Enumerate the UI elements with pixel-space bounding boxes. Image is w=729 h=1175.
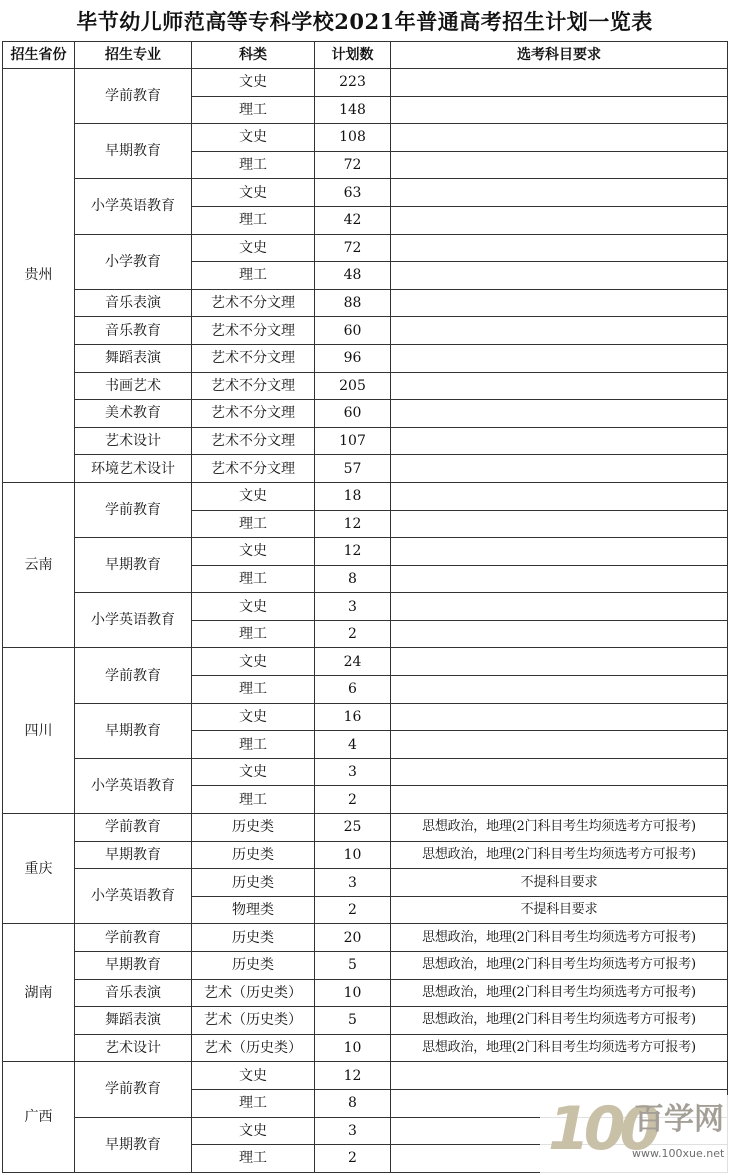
major-cell: 环境艺术设计 (75, 455, 192, 483)
category-cell: 艺术（历史类） (192, 1034, 315, 1062)
table-row (3, 979, 728, 1007)
category-cell: 理工 (192, 262, 315, 290)
count-cell: 5 (315, 952, 391, 980)
table-row (3, 482, 728, 510)
count-cell: 5 (315, 1007, 391, 1035)
category-cell: 艺术不分文理 (192, 344, 315, 372)
table-row (3, 758, 728, 786)
requirement-cell (391, 289, 728, 317)
count-cell: 108 (315, 124, 391, 152)
category-cell: 文史 (192, 234, 315, 262)
count-cell: 18 (315, 482, 391, 510)
category-cell: 文史 (192, 124, 315, 152)
count-cell: 12 (315, 510, 391, 538)
count-cell: 4 (315, 731, 391, 759)
table-row (3, 648, 728, 676)
category-cell: 艺术（历史类） (192, 979, 315, 1007)
watermark-logo: 100 (548, 1094, 656, 1164)
province-cell: 云南 (3, 482, 75, 648)
requirement-cell (391, 344, 728, 372)
header-category: 科类 (192, 42, 315, 69)
category-cell: 艺术（历史类） (192, 1007, 315, 1035)
category-cell: 历史类 (192, 841, 315, 869)
requirement-cell (391, 482, 728, 510)
table-row (3, 400, 728, 428)
major-cell: 早期教育 (75, 952, 192, 980)
watermark (540, 1095, 729, 1175)
category-cell: 文史 (192, 648, 315, 676)
category-cell: 理工 (192, 620, 315, 648)
major-cell: 早期教育 (75, 124, 192, 179)
count-cell: 72 (315, 151, 391, 179)
header-province: 招生省份 (3, 42, 75, 69)
category-cell: 艺术不分文理 (192, 455, 315, 483)
table-row (3, 538, 728, 566)
category-cell: 理工 (192, 565, 315, 593)
major-cell: 学前教育 (75, 924, 192, 952)
requirement-cell: 思想政治，地理(2门科目考生均须选考方可报考) (391, 924, 728, 952)
requirement-cell (391, 758, 728, 786)
watermark-url: www.100xue.net (632, 1147, 725, 1160)
major-cell: 早期教育 (75, 1117, 192, 1172)
category-cell: 理工 (192, 676, 315, 704)
category-cell: 文史 (192, 758, 315, 786)
table-row (3, 69, 728, 97)
requirement-cell (391, 676, 728, 704)
requirement-cell (391, 69, 728, 97)
category-cell: 文史 (192, 593, 315, 621)
major-cell: 美术教育 (75, 400, 192, 428)
major-cell: 小学英语教育 (75, 869, 192, 924)
count-cell: 60 (315, 317, 391, 345)
count-cell: 2 (315, 896, 391, 924)
count-cell: 12 (315, 538, 391, 566)
category-cell: 文史 (192, 1117, 315, 1145)
count-cell: 63 (315, 179, 391, 207)
table-row (3, 952, 728, 980)
major-cell: 早期教育 (75, 538, 192, 593)
requirement-cell (391, 538, 728, 566)
table-header-row (3, 42, 728, 69)
requirement-cell (391, 179, 728, 207)
count-cell: 10 (315, 979, 391, 1007)
category-cell: 文史 (192, 703, 315, 731)
category-cell: 历史类 (192, 952, 315, 980)
count-cell: 57 (315, 455, 391, 483)
count-cell: 3 (315, 1117, 391, 1145)
requirement-cell (391, 731, 728, 759)
requirement-cell (391, 455, 728, 483)
table-row (3, 455, 728, 483)
table-row (3, 924, 728, 952)
province-cell: 湖南 (3, 924, 75, 1062)
category-cell: 历史类 (192, 814, 315, 842)
major-cell: 小学英语教育 (75, 758, 192, 813)
major-cell: 舞蹈表演 (75, 1007, 192, 1035)
major-cell: 学前教育 (75, 69, 192, 124)
category-cell: 文史 (192, 482, 315, 510)
requirement-cell: 思想政治，地理(2门科目考生均须选考方可报考) (391, 1034, 728, 1062)
category-cell: 历史类 (192, 924, 315, 952)
requirement-cell (391, 1062, 728, 1090)
major-cell: 学前教育 (75, 814, 192, 842)
category-cell: 文史 (192, 538, 315, 566)
category-cell: 艺术不分文理 (192, 427, 315, 455)
major-cell: 小学教育 (75, 234, 192, 289)
table-row (3, 344, 728, 372)
table-row (3, 869, 728, 897)
table-row (3, 593, 728, 621)
count-cell: 205 (315, 372, 391, 400)
requirement-cell: 思想政治，地理(2门科目考生均须选考方可报考) (391, 1007, 728, 1035)
count-cell: 10 (315, 841, 391, 869)
requirement-cell (391, 510, 728, 538)
header-plan-count: 计划数 (315, 42, 391, 69)
requirement-cell (391, 206, 728, 234)
major-cell: 舞蹈表演 (75, 344, 192, 372)
major-cell: 早期教育 (75, 841, 192, 869)
requirement-cell: 思想政治，地理(2门科目考生均须选考方可报考) (391, 952, 728, 980)
requirement-cell (391, 372, 728, 400)
count-cell: 48 (315, 262, 391, 290)
category-cell: 理工 (192, 510, 315, 538)
requirement-cell (391, 151, 728, 179)
requirement-cell (391, 262, 728, 290)
header-major: 招生专业 (75, 42, 192, 69)
count-cell: 42 (315, 206, 391, 234)
requirement-cell (391, 703, 728, 731)
table-row (3, 427, 728, 455)
category-cell: 文史 (192, 179, 315, 207)
table-row (3, 1034, 728, 1062)
count-cell: 107 (315, 427, 391, 455)
table-row (3, 179, 728, 207)
page-title: 毕节幼儿师范高等专科学校2021年普通高考招生计划一览表 (76, 9, 653, 34)
count-cell: 24 (315, 648, 391, 676)
table-row (3, 814, 728, 842)
category-cell: 历史类 (192, 869, 315, 897)
count-cell: 60 (315, 400, 391, 428)
major-cell: 学前教育 (75, 482, 192, 537)
province-cell: 贵州 (3, 69, 75, 483)
count-cell: 12 (315, 1062, 391, 1090)
category-cell: 艺术不分文理 (192, 317, 315, 345)
major-cell: 学前教育 (75, 1062, 192, 1117)
count-cell: 6 (315, 676, 391, 704)
count-cell: 25 (315, 814, 391, 842)
requirement-cell (391, 565, 728, 593)
table-row (3, 317, 728, 345)
header-subject-requirement: 选考科目要求 (391, 42, 728, 69)
table-row (3, 234, 728, 262)
count-cell: 2 (315, 786, 391, 814)
category-cell: 理工 (192, 151, 315, 179)
count-cell: 8 (315, 565, 391, 593)
category-cell: 理工 (192, 786, 315, 814)
count-cell: 3 (315, 593, 391, 621)
count-cell: 3 (315, 758, 391, 786)
requirement-cell (391, 620, 728, 648)
count-cell: 96 (315, 344, 391, 372)
count-cell: 20 (315, 924, 391, 952)
major-cell: 早期教育 (75, 703, 192, 758)
count-cell: 88 (315, 289, 391, 317)
count-cell: 72 (315, 234, 391, 262)
major-cell: 音乐表演 (75, 289, 192, 317)
major-cell: 音乐表演 (75, 979, 192, 1007)
requirement-cell (391, 96, 728, 124)
requirement-cell (391, 786, 728, 814)
watermark-site-name: 百学网 (634, 1102, 724, 1137)
major-cell: 音乐教育 (75, 317, 192, 345)
count-cell: 8 (315, 1089, 391, 1117)
count-cell: 10 (315, 1034, 391, 1062)
requirement-cell: 不提科目要求 (391, 869, 728, 897)
table-row (3, 1007, 728, 1035)
major-cell: 书画艺术 (75, 372, 192, 400)
requirement-cell: 不提科目要求 (391, 896, 728, 924)
major-cell: 艺术设计 (75, 427, 192, 455)
requirement-cell (391, 593, 728, 621)
requirement-cell (391, 648, 728, 676)
category-cell: 文史 (192, 1062, 315, 1090)
category-cell: 物理类 (192, 896, 315, 924)
category-cell: 艺术不分文理 (192, 289, 315, 317)
category-cell: 理工 (192, 96, 315, 124)
province-cell: 重庆 (3, 814, 75, 924)
requirement-cell: 思想政治，地理(2门科目考生均须选考方可报考) (391, 841, 728, 869)
count-cell: 2 (315, 620, 391, 648)
count-cell: 3 (315, 869, 391, 897)
major-cell: 小学英语教育 (75, 179, 192, 234)
requirement-cell (391, 317, 728, 345)
category-cell: 理工 (192, 1089, 315, 1117)
category-cell: 理工 (192, 206, 315, 234)
category-cell: 艺术不分文理 (192, 372, 315, 400)
table-row (3, 703, 728, 731)
major-cell: 艺术设计 (75, 1034, 192, 1062)
province-cell: 四川 (3, 648, 75, 814)
requirement-cell (391, 124, 728, 152)
category-cell: 理工 (192, 1145, 315, 1173)
table-row (3, 289, 728, 317)
table-row (3, 1062, 728, 1090)
requirement-cell (391, 234, 728, 262)
requirement-cell (391, 427, 728, 455)
requirement-cell: 思想政治，地理(2门科目考生均须选考方可报考) (391, 979, 728, 1007)
enrollment-plan-table (2, 41, 728, 1173)
category-cell: 艺术不分文理 (192, 400, 315, 428)
count-cell: 16 (315, 703, 391, 731)
count-cell: 2 (315, 1145, 391, 1173)
category-cell: 文史 (192, 69, 315, 97)
requirement-cell (391, 400, 728, 428)
province-cell: 广西 (3, 1062, 75, 1172)
major-cell: 小学英语教育 (75, 593, 192, 648)
requirement-cell: 思想政治，地理(2门科目考生均须选考方可报考) (391, 814, 728, 842)
table-row (3, 372, 728, 400)
major-cell: 学前教育 (75, 648, 192, 703)
category-cell: 理工 (192, 731, 315, 759)
count-cell: 148 (315, 96, 391, 124)
count-cell: 223 (315, 69, 391, 97)
table-row (3, 841, 728, 869)
table-row (3, 124, 728, 152)
